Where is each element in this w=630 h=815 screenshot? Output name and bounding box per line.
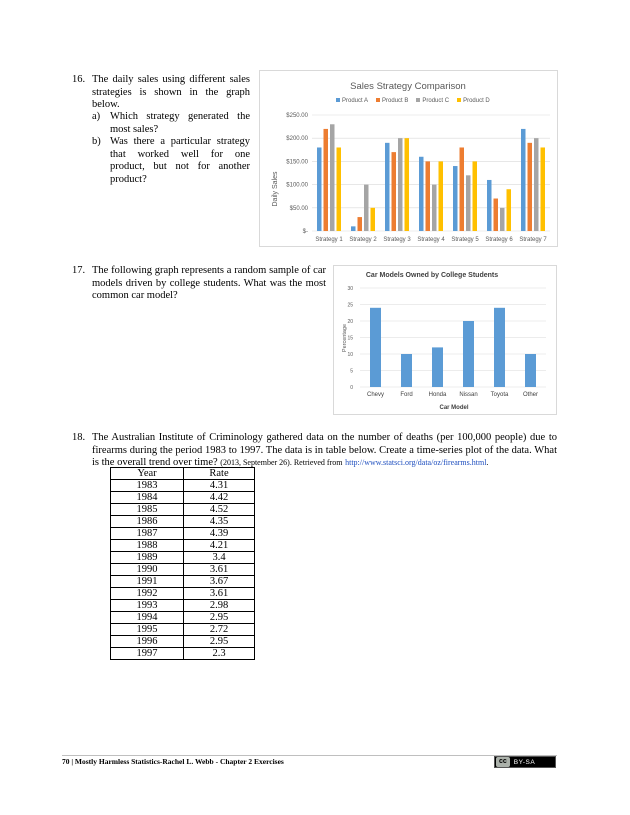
legend-item: [376, 98, 408, 104]
legend-label: Product B: [382, 98, 409, 104]
rate-cell: 3.61: [184, 588, 255, 600]
part-text: Was there a particular strategy that worked well for one product, but not for another product?: [110, 136, 250, 185]
table-row: [111, 504, 255, 516]
bar-product-a: [453, 166, 458, 231]
bar-toyota: [494, 308, 505, 387]
legend-swatch: [416, 98, 420, 102]
rate-cell: 2.95: [184, 612, 255, 624]
table-row: [111, 516, 255, 528]
bar-product-d: [507, 189, 512, 231]
citation-end: .: [486, 458, 489, 467]
x-tick-label: Strategy 4: [417, 237, 445, 243]
bar-product-a: [419, 157, 424, 231]
year-cell: 1987: [111, 528, 184, 540]
year-cell: 1984: [111, 492, 184, 504]
chart-title: Car Models Owned by College Students: [365, 272, 499, 279]
bar-honda: [432, 347, 443, 387]
bar-nissan: [463, 321, 474, 387]
bar-product-c: [500, 208, 505, 231]
bar-product-c: [398, 138, 403, 231]
question-text: The daily sales using different sales strategies is shown in the graph below.: [92, 74, 250, 110]
table-row: [111, 528, 255, 540]
bar-product-d: [473, 161, 478, 231]
x-tick-label: Strategy 2: [349, 237, 377, 243]
legend-item: [457, 98, 490, 104]
part-text: Which strategy generated the most sales?: [110, 111, 250, 135]
car-models-chart: [333, 265, 557, 415]
y-tick-label: $-: [302, 229, 308, 235]
x-tick-label: Strategy 3: [383, 237, 411, 243]
question-number: 17.: [72, 265, 86, 276]
y-tick-label: $200.00: [286, 136, 308, 143]
y-tick-label: $50.00: [289, 205, 308, 212]
year-cell: 1990: [111, 564, 184, 576]
question-body: The Australian Institute of Criminology gathered data on the number of deaths (per 100,000 people) due to firearms during the period 1983 to 1997. The data is in table below. Create a time-series plot of the data. What is the overall trend over time?: [92, 432, 557, 468]
bar-product-b: [426, 161, 431, 231]
table-row: [111, 600, 255, 612]
license-text: BY-SA: [513, 758, 536, 766]
chart-title: Sales Strategy Comparison: [350, 81, 466, 92]
table-row: [111, 480, 255, 492]
table-row: [111, 612, 255, 624]
rate-cell: 4.39: [184, 528, 255, 540]
x-tick-label: Strategy 7: [519, 237, 547, 243]
x-tick-label: Honda: [428, 392, 447, 398]
question-text: The following graph represents a random sample of car models driven by college students. What was the most common car model?: [92, 265, 326, 301]
rate-cell: 3.4: [184, 552, 255, 564]
bar-product-c: [466, 175, 471, 231]
year-cell: 1991: [111, 576, 184, 588]
bar-product-d: [337, 147, 342, 231]
bar-other: [525, 354, 536, 387]
part-label: a): [92, 111, 101, 122]
bar-product-b: [460, 147, 465, 231]
bar-product-b: [494, 199, 499, 231]
bar-product-b: [324, 129, 329, 231]
x-tick-label: Ford: [400, 392, 413, 398]
y-tick-label: $250.00: [286, 113, 308, 119]
year-cell: 1996: [111, 636, 184, 648]
bar-product-d: [371, 208, 376, 231]
rate-cell: 3.67: [184, 576, 255, 588]
bar-product-c: [330, 124, 335, 231]
table-row: [111, 588, 255, 600]
y-tick-label: 30: [347, 286, 353, 292]
car-chart-svg: [334, 266, 556, 414]
table-row: [111, 564, 255, 576]
table-row: [111, 540, 255, 552]
year-cell: 1988: [111, 540, 184, 552]
bar-product-a: [487, 180, 492, 231]
legend-item: [336, 98, 368, 104]
bar-product-d: [541, 147, 546, 231]
chart-legend: [336, 98, 490, 104]
x-axis-label: Car Model: [439, 405, 469, 411]
y-tick-label: 20: [347, 319, 353, 325]
table-row: [111, 636, 255, 648]
part-label: b): [92, 136, 101, 147]
x-tick-label: Strategy 1: [315, 237, 343, 243]
bar-product-b: [358, 217, 363, 231]
rate-cell: 4.42: [184, 492, 255, 504]
x-tick-label: Chevy: [366, 392, 385, 398]
y-axis-label: Daily Sales: [272, 171, 279, 207]
firearm-rate-table: [110, 467, 255, 660]
y-tick-label: 0: [350, 385, 353, 391]
footer-divider: [62, 755, 557, 756]
question-number: 16.: [72, 74, 86, 85]
year-cell: 1993: [111, 600, 184, 612]
cc-icon: cc: [496, 757, 510, 767]
table-row: [111, 492, 255, 504]
rate-cell: 4.21: [184, 540, 255, 552]
bar-product-d: [405, 138, 410, 231]
bar-product-b: [392, 152, 397, 231]
legend-label: Product D: [463, 98, 490, 104]
x-tick-label: Strategy 5: [451, 237, 479, 243]
header-rate: Rate: [184, 468, 255, 480]
sales-strategy-chart: [259, 70, 558, 247]
rate-cell: 3.61: [184, 564, 255, 576]
rate-cell: 4.31: [184, 480, 255, 492]
question-number: 18.: [72, 432, 86, 443]
year-cell: 1997: [111, 648, 184, 660]
cc-license-badge: [494, 756, 556, 768]
question-text: [92, 432, 557, 470]
page-footer: 70 | Mostly Harmless Statistics-Rachel L. Webb - Chapter 2 Exercises: [62, 757, 284, 766]
bar-product-a: [521, 129, 526, 231]
year-cell: 1983: [111, 480, 184, 492]
bar-product-a: [351, 226, 356, 231]
y-tick-label: 5: [350, 368, 353, 375]
legend-item: [416, 98, 449, 104]
rate-cell: 2.95: [184, 636, 255, 648]
y-tick-label: $150.00: [286, 159, 308, 166]
year-cell: 1995: [111, 624, 184, 636]
bar-ford: [401, 354, 412, 387]
legend-swatch: [457, 98, 461, 102]
rate-cell: 2.72: [184, 624, 255, 636]
year-cell: 1985: [111, 504, 184, 516]
x-tick-label: Other: [522, 392, 539, 398]
legend-label: Product C: [422, 98, 450, 104]
rate-cell: 2.98: [184, 600, 255, 612]
bar-product-d: [439, 161, 444, 231]
bar-product-c: [364, 185, 369, 231]
table-row: [111, 648, 255, 660]
year-cell: 1992: [111, 588, 184, 600]
y-tick-label: $100.00: [286, 182, 308, 189]
rate-cell: 2.3: [184, 648, 255, 660]
bar-product-a: [385, 143, 390, 231]
bar-product-c: [432, 185, 437, 231]
bar-product-b: [528, 143, 533, 231]
table-row: [111, 552, 255, 564]
x-tick-label: Toyota: [490, 392, 509, 398]
source-link[interactable]: http://www.statsci.org/data/oz/firearms.html: [345, 458, 487, 467]
year-cell: 1986: [111, 516, 184, 528]
table-row: [111, 576, 255, 588]
bar-product-c: [534, 138, 539, 231]
header-year: Year: [111, 468, 184, 480]
x-tick-label: Strategy 6: [485, 237, 513, 243]
legend-swatch: [376, 98, 380, 102]
bar-chevy: [370, 308, 381, 387]
y-tick-label: 25: [347, 302, 353, 309]
x-tick-label: Nissan: [459, 392, 478, 398]
citation: (2013, September 26). Retrieved from: [220, 458, 343, 467]
table-row: [111, 624, 255, 636]
y-tick-label: 15: [347, 335, 353, 342]
y-tick-label: 10: [347, 352, 353, 358]
rate-cell: 4.35: [184, 516, 255, 528]
year-cell: 1989: [111, 552, 184, 564]
legend-swatch: [336, 98, 340, 102]
bar-product-a: [317, 147, 322, 231]
rate-cell: 4.52: [184, 504, 255, 516]
y-axis-label: Percentage: [342, 323, 348, 353]
table-header-row: [111, 468, 255, 480]
year-cell: 1994: [111, 612, 184, 624]
legend-label: Product A: [342, 98, 369, 104]
